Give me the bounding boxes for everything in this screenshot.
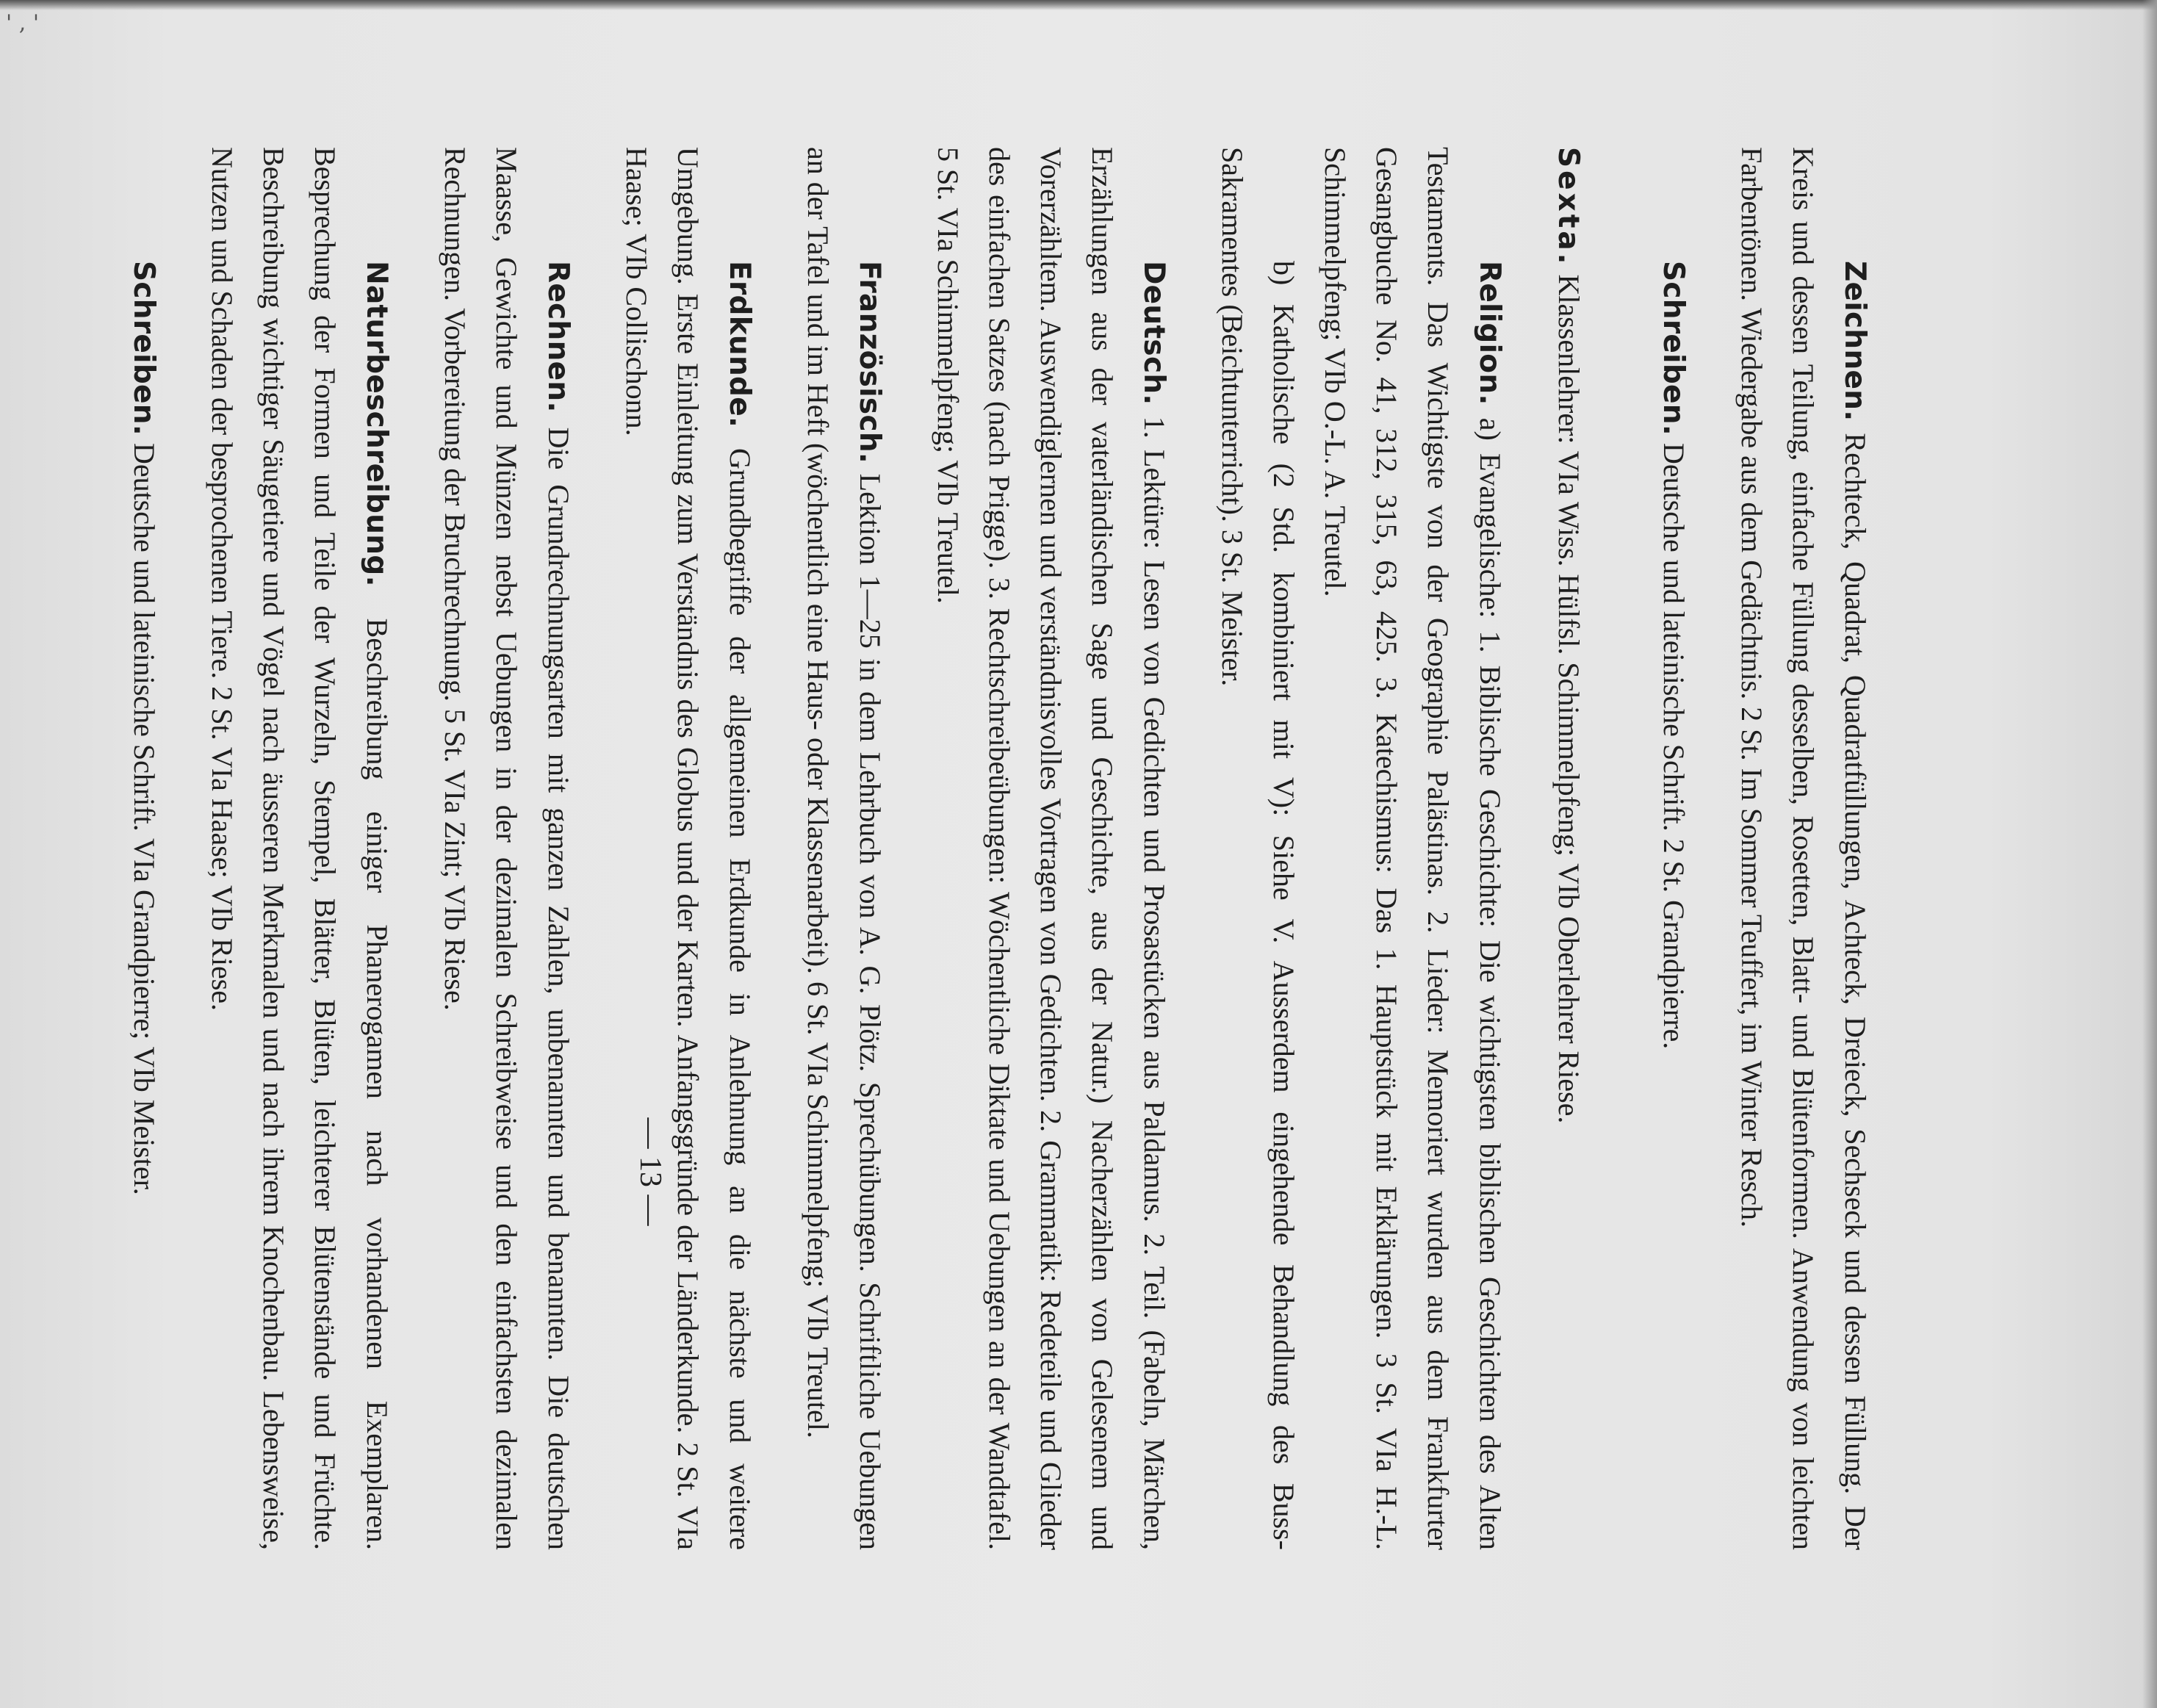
- heading-deutsch: Deutsch.: [1137, 261, 1170, 406]
- heading-sexta: Sexta.: [1552, 147, 1585, 267]
- heading-erdkunde: Erdkunde.: [723, 261, 756, 428]
- rotated-text-block: [127, 147, 1881, 1551]
- heading-naturbeschreibung: Naturbeschreibung.: [360, 261, 393, 587]
- text-deutsch: 1. Lektüre: Lesen von Gedichten und Prosastücken aus Paldamus. 2. Teil. (Fabeln, Märchen, Erzählungen aus der vaterländischen Sage und Geschichte, aus der Natur.) Nacherzählen von Gelesenem und Vorerzähltem. Auswendiglernen und verständnisvolles Vortragen von Gedichten. 2. Grammatik: Redeteile und Glieder des einfachen Satzes (nach Prigge). 3. Rechtschreibeübungen: Wöchentliche Diktate und Uebungen an der Wandtafel. 5 St. VIa Schimmelpfeng; VIb Treutel.: [932, 147, 1171, 1551]
- heading-rechnen: Rechnen.: [541, 261, 575, 413]
- paragraph-schreiben-1: [1647, 147, 1699, 1550]
- paragraph-rechnen: [429, 147, 584, 1550]
- scan-edge-shadow-right: [2142, 0, 2157, 1708]
- corner-marks: ' , ': [6, 10, 40, 36]
- text-schreiben-2: Deutsche und lateinische Schrift. VIa Grandpierre; VIb Meister.: [128, 442, 161, 1195]
- text-religion-a: a) Evangelische: 1. Biblische Geschichte: Die wichtigsten biblischen Geschichten des Alten Testaments. Das Wichtigste von der Geographie Palästinas. 2. Lieder: Memoriert wurden aus dem Frankfurter Gesangbuche No. 41, 312, 315, 63, 425. 3. Katechismus: Das 1. Hauptstück mit Erklärungen. 3 St. VIa H.-L. Schimmelpfeng; VIb O.-L. A. Treutel.: [1319, 147, 1507, 1551]
- heading-franzoesisch: Französisch.: [853, 261, 886, 464]
- heading-zeichnen: Zeichnen.: [1838, 261, 1871, 422]
- text-erdkunde: Grundbegriffe der allgemeinen Erdkunde in Anlehnung an die nächste und weitere Umgebung. Erste Einleitung zum Verständnis des Globus und der Karten. Anfangsgründe der Länderkunde. 2 St. VIa Haase; VIb Collischonn.: [620, 147, 757, 1551]
- heading-schreiben-2: Schreiben.: [127, 261, 160, 436]
- paragraph-religion-b: [1206, 147, 1309, 1550]
- paragraph-franzoesisch: [792, 147, 896, 1550]
- page-number: — 13 —: [633, 1117, 667, 1226]
- heading-schreiben-1: Schreiben.: [1657, 261, 1690, 436]
- paragraph-zeichnen: [1726, 147, 1881, 1550]
- paragraph-deutsch: [922, 147, 1180, 1550]
- paragraph-schreiben-2: [118, 147, 170, 1550]
- paragraph-religion-a: [1309, 147, 1516, 1550]
- text-naturbeschreibung: Beschreibung einiger Phanerogamen nach vorhandenen Exemplaren. Besprechung der Formen und Teile der Wurzeln, Stempel, Blätter, Blüten, leichterer Blütenstände und Früchte. Beschreibung wichtiger Säugetiere und Vögel nach äusseren Merkmalen und nach ihrem Knochenbau. Lebensweise, Nutzen und Schaden der besprochenen Tiere. 2 St. VIa Haase; VIb Riese.: [206, 147, 394, 1551]
- text-sexta: Klassenlehrer: VIa Wiss. Hülfsl. Schimmelpfeng; VIb Oberlehrer Riese.: [1552, 274, 1585, 1124]
- paragraph-erdkunde: [611, 147, 766, 1550]
- scan-edge-shadow: [0, 0, 2157, 10]
- text-franzoesisch: Lektion 1—25 in dem Lehrbuch von A. G. Plötz. Sprechübungen. Schriftliche Uebungen an der Tafel und im Heft (wöchentlich eine Haus- oder Klassenarbeit). 6 St. VIa Schimmelpfeng; VIb Treutel.: [802, 147, 887, 1550]
- text-rechnen: Die Grundrechnungsarten mit ganzen Zahlen, unbenannten und benannten. Die deutschen Maasse, Gewichte und Münzen nebst Uebungen in der dezimalen Schreibweise und den einfachsten dezimalen Rechnungen. Vorbereitung der Bruchrechnung. 5 St. VIa Zint; VIb Riese.: [439, 147, 575, 1551]
- text-schreiben-1: Deutsche und lateinische Schrift. 2 St. Grandpierre.: [1657, 442, 1690, 1050]
- paragraph-naturbeschreibung: [196, 147, 403, 1550]
- text-religion-b: b) Katholische (2 Std. kombiniert mit V): Siehe V. Ausserdem eingehende Behandlung des Buss-Sakramentes (Beichtunterricht). 3 St. Meister.: [1216, 147, 1300, 1550]
- text-zeichnen: Rechteck, Quadrat, Quadratfüllungen, Achteck, Dreieck, Sechseck und dessen Füllung. Der Kreis und dessen Teilung, einfache Füllung desselben, Rosetten, Blatt- und Blütenformen. Anwendung von leichten Farbentönen. Wiedergabe aus dem Gedächtnis. 2 St. Im Sommer Teuffert, im Winter Resch.: [1735, 147, 1872, 1550]
- heading-religion: Religion.: [1473, 261, 1506, 406]
- paragraph-sexta: [1542, 147, 1594, 1550]
